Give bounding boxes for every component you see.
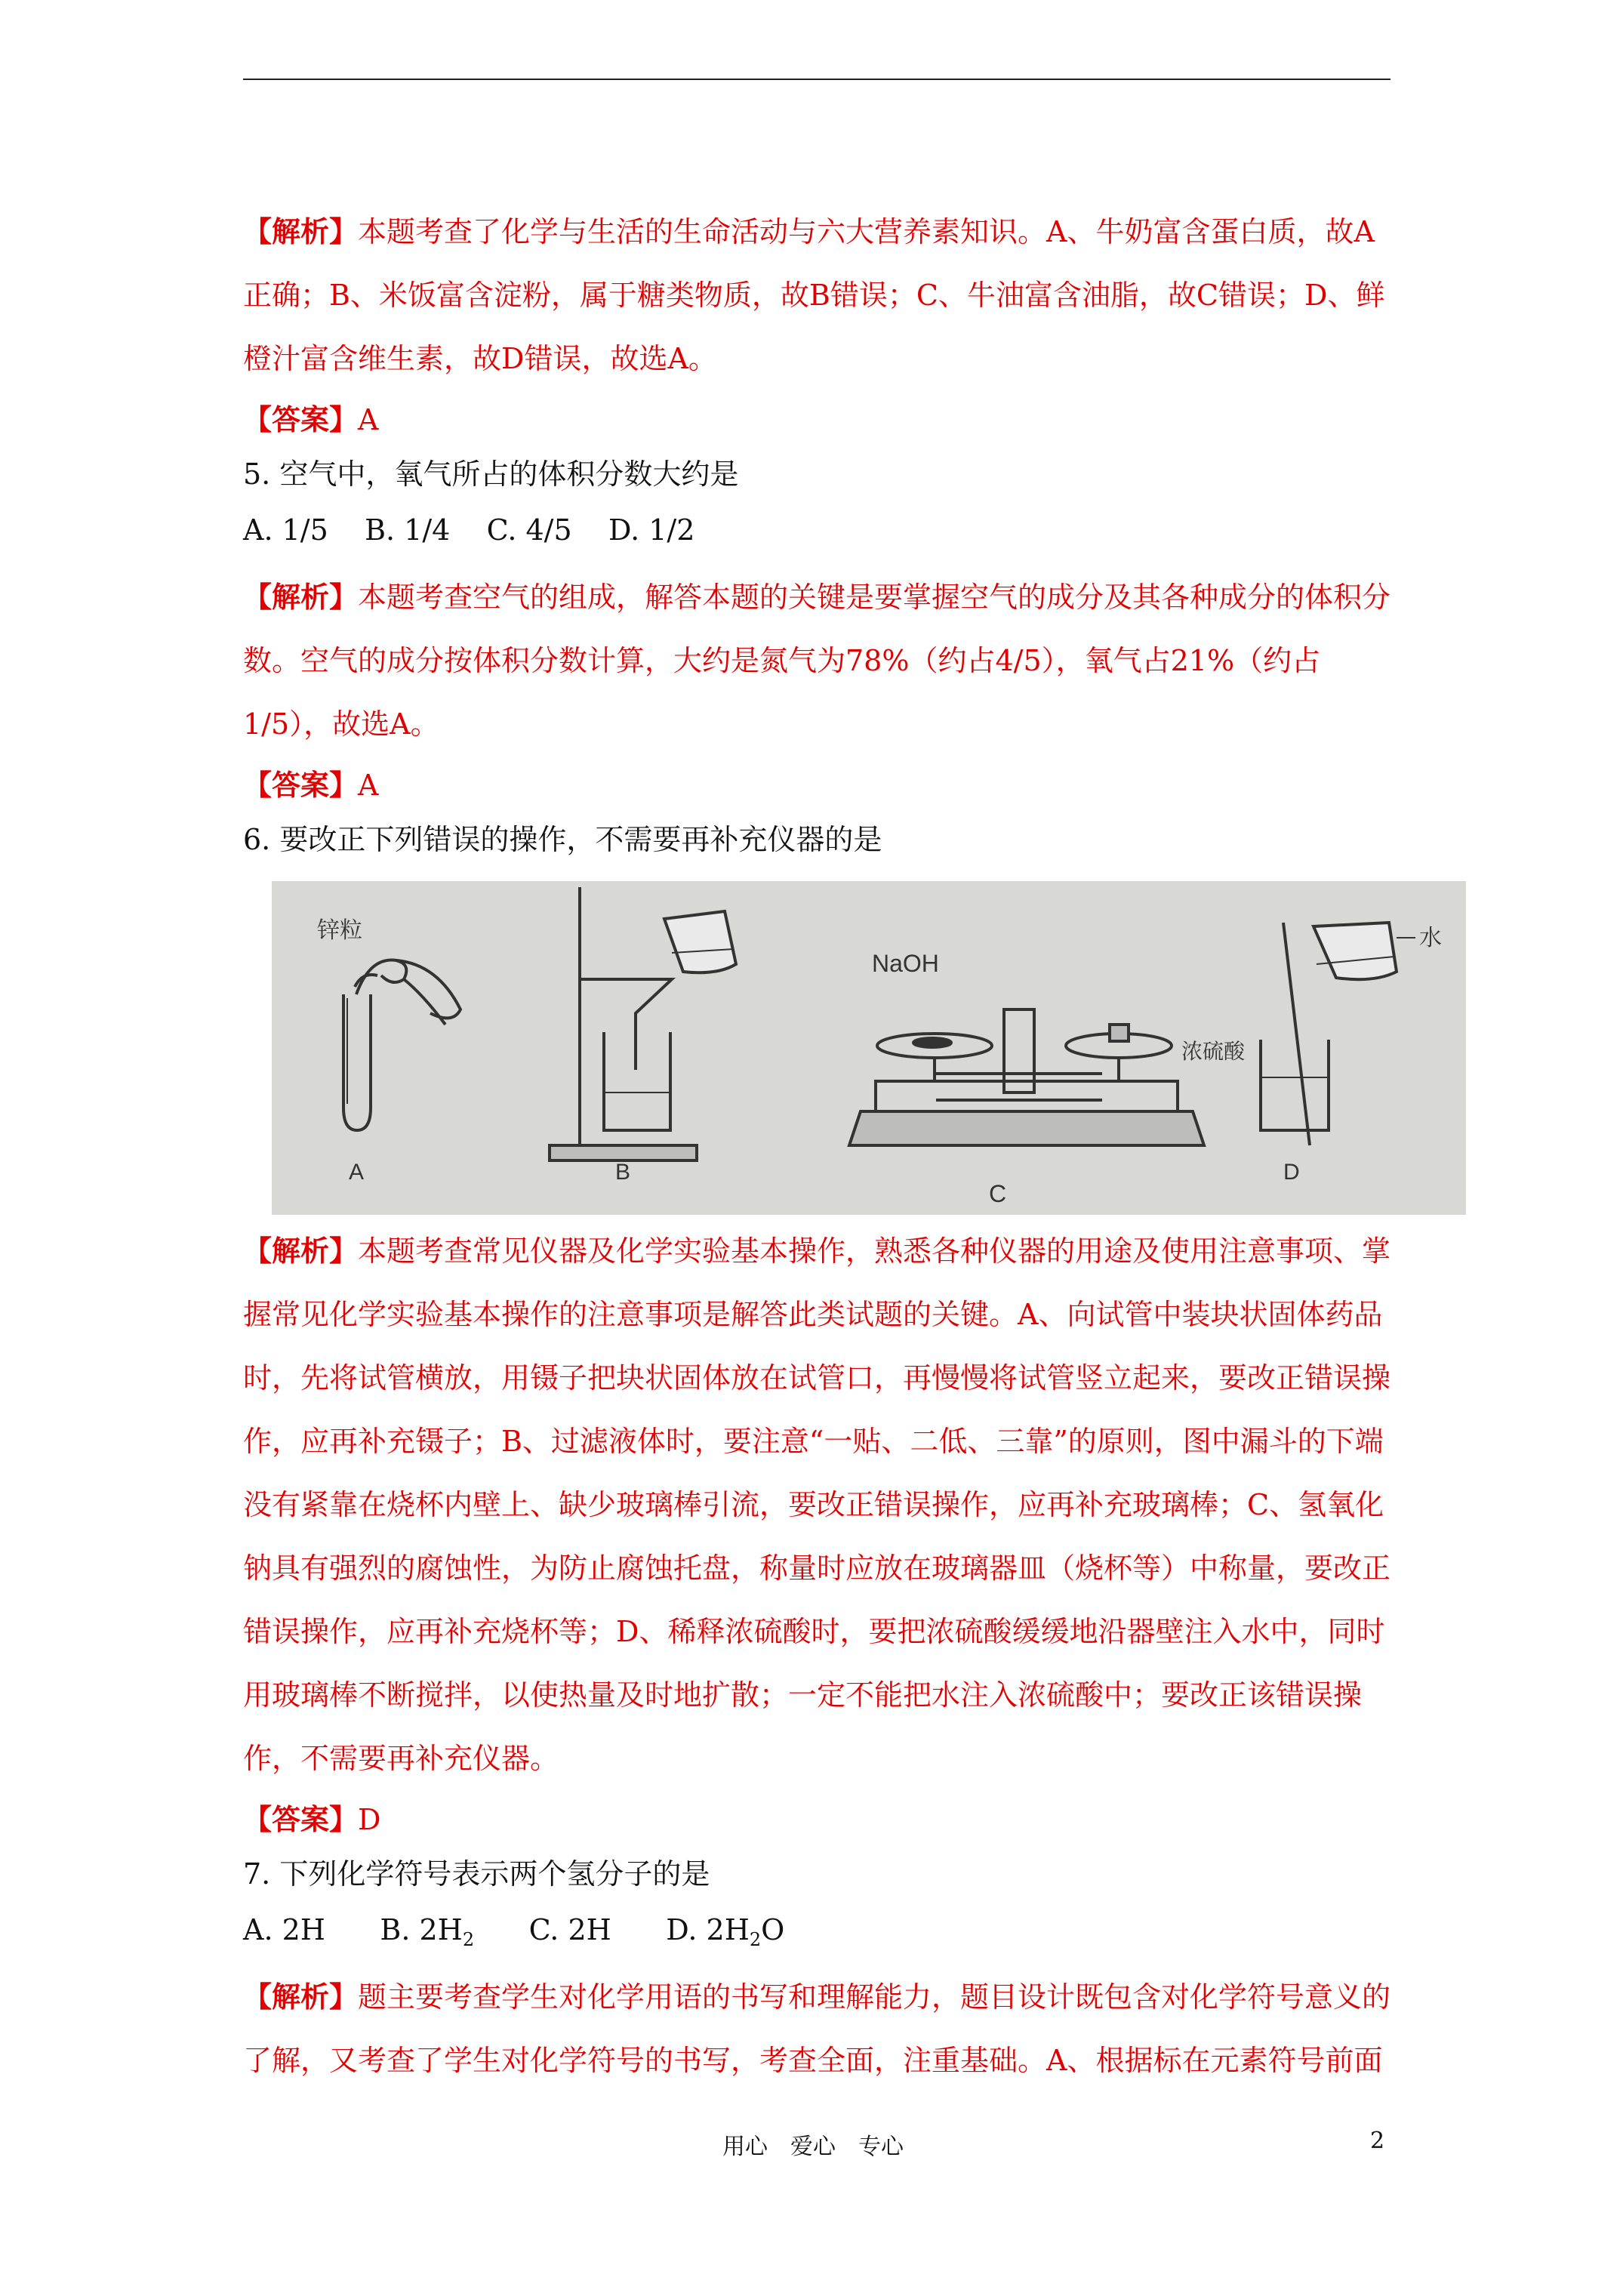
figure-d-dilution — [1261, 923, 1415, 1145]
page-number: 2 — [1370, 2128, 1385, 2154]
analysis-tag: 【解析】 — [243, 1234, 359, 1268]
answer-tag: 【答案】 — [243, 402, 359, 436]
label-water: 水 — [1419, 926, 1442, 951]
q7-option-d-sub: 2 — [749, 1929, 762, 1950]
q7-analysis — [243, 1965, 1394, 2092]
caption-b: B — [615, 1160, 631, 1185]
caption-a: A — [349, 1160, 365, 1185]
lab-operations-figure — [272, 881, 1466, 1215]
q7-option-b-text: B. 2H — [380, 1913, 463, 1946]
answer-tag: 【答案】 — [243, 768, 359, 802]
q7-stem: 7. 下列化学符号表示两个氢分子的是 — [243, 1857, 710, 1891]
analysis-text: 本题考查了化学与生活的生命活动与六大营养素知识。A、牛奶富含蛋白质，故A正确；B、米饭富含淀粉，属于糖类物质，故B错误；C、牛油富含油脂，故C错误；D、鲜橙汁富含维生素，故D错误，故选A。 — [243, 215, 1385, 375]
figure-b-filtration — [550, 887, 736, 1160]
answer-value: D — [358, 1803, 381, 1836]
page-content — [243, 200, 1442, 2092]
analysis-text: 本题考查空气的组成，解答本题的关键是要掌握空气的成分及其各种成分的体积分数。空气的成分按体积分数计算，大约是氮气为78%（约占4/5），氧气占21%（约占1/5），故选A。 — [243, 581, 1391, 741]
q7-option-b-sub: 2 — [462, 1929, 475, 1950]
q6-answer — [243, 1802, 1394, 1836]
label-acid: 浓硫酸 — [1181, 1040, 1246, 1063]
header-rule — [243, 79, 1390, 80]
q4-analysis — [243, 200, 1394, 390]
answer-value: A — [358, 769, 379, 802]
q7-options — [243, 1913, 1394, 1950]
q5-stem: 5. 空气中，氧气所占的体积分数大约是 — [243, 458, 739, 491]
q6-analysis — [243, 1219, 1394, 1790]
analysis-text: 本题考查常见仪器及化学实验基本操作，熟悉各种仪器的用途及使用注意事项、掌握常见化学实验基本操作的注意事项是解答此类试题的关键。A、向试管中装块状固体药品时，先将试管横放，用镊子把块状固体放在试管口，再慢慢将试管竖立起来，要改正错误操作，应再补充镊子；B、过滤液体时，要注意“一贴、二低、三靠”的原则，图中漏斗的下端没有紧靠在烧杯内壁上、缺少玻璃棒引流，要改正错误操作，应再补充玻璃棒；C、氢氧化钠具有强烈的腐蚀性，为防止腐蚀托盘，称量时应放在玻璃器皿（烧杯等）中称量，要改正错误操作，应再补充烧杯等；D、稀释浓硫酸时，要把浓硫酸缓缓地沿器壁注入水中，同时用玻璃棒不断搅拌，以使热量及时地扩散；一定不能把水注入浓硫酸中；要改正该错误操作，不需要再补充仪器。 — [243, 1234, 1391, 1775]
q5-options: A. 1/5 B. 1/4 C. 4/5 D. 1/2 — [243, 513, 695, 547]
q7-option-d — [666, 1913, 785, 1950]
q4-answer — [243, 402, 1394, 436]
q5-analysis — [243, 566, 1394, 756]
q7-option-d-suffix: O — [761, 1913, 785, 1946]
figure-c-balance — [849, 1009, 1204, 1145]
caption-c: C — [989, 1180, 1007, 1207]
answer-tag: 【答案】 — [243, 1802, 359, 1836]
q5-answer — [243, 768, 1394, 802]
footer-motto: 用心 爱心 专心 — [722, 2134, 904, 2160]
q7-option-b — [380, 1913, 475, 1950]
analysis-text: 题主要考查学生对化学用语的书写和理解能力，题目设计既包含对化学符号意义的了解，又考查了学生对化学符号的书写，考查全面，注重基础。A、根据标在元素符号前面 — [243, 1980, 1391, 2077]
q6-stem: 6. 要改正下列错误的操作，不需要再补充仪器的是 — [243, 823, 882, 856]
lab-figure-svg — [272, 881, 1466, 1215]
analysis-tag: 【解析】 — [243, 214, 359, 248]
caption-d: D — [1283, 1160, 1300, 1185]
q7-option-a: A. 2H — [243, 1913, 325, 1946]
analysis-tag: 【解析】 — [243, 1980, 359, 2014]
label-naoh: NaOH — [872, 950, 939, 977]
label-zinc: 锌粒 — [317, 918, 362, 943]
figure-a-test-tube — [343, 960, 460, 1130]
q7-option-d-text: D. 2H — [666, 1913, 750, 1946]
analysis-tag: 【解析】 — [243, 580, 359, 614]
answer-value: A — [358, 403, 379, 436]
q7-option-c: C. 2H — [528, 1913, 611, 1946]
